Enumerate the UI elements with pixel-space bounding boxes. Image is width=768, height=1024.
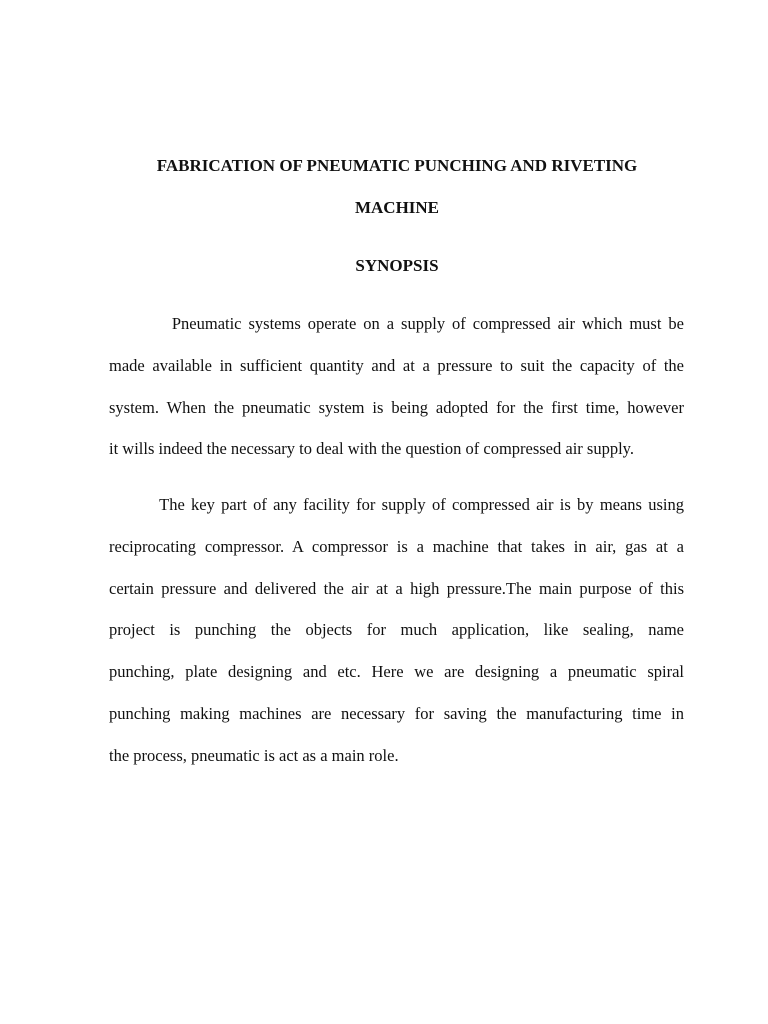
paragraph-2 [109,484,684,777]
paragraph-line: reciprocating compressor. A compressor is a machine that takes in air, gas at a [109,536,684,556]
section-heading-synopsis: SYNOPSIS [355,256,439,275]
paragraph-line: it wills indeed the necessary to deal with the question of compressed air supply. [109,439,634,459]
paragraph-line: the process, pneumatic is act as a main role. [109,745,399,765]
paragraph-line: Pneumatic systems operate on a supply of compressed air which must be [109,314,684,333]
paragraph-line: punching making machines are necessary for saving the manufacturing time in [109,703,684,723]
paragraph-line: system. When the pneumatic system is being adopted for the first time, however [109,397,684,417]
paragraph-line: project is punching the objects for much application, like sealing, name [109,620,684,640]
paragraph-line: punching, plate designing and etc. Here we are designing a pneumatic spiral [109,662,684,682]
paragraph-1 [109,303,684,470]
paragraph-line: made available in sufficient quantity and at a pressure to suit the capacity of the [109,355,684,375]
document-title-line-1: FABRICATION OF PNEUMATIC PUNCHING AND RIVETING [156,156,638,175]
document-title-line-2: MACHINE [354,198,440,217]
paragraph-line: The key part of any facility for supply of compressed air is by means using [109,495,684,514]
paragraph-line: certain pressure and delivered the air at a high pressure.The main purpose of this [109,578,684,598]
